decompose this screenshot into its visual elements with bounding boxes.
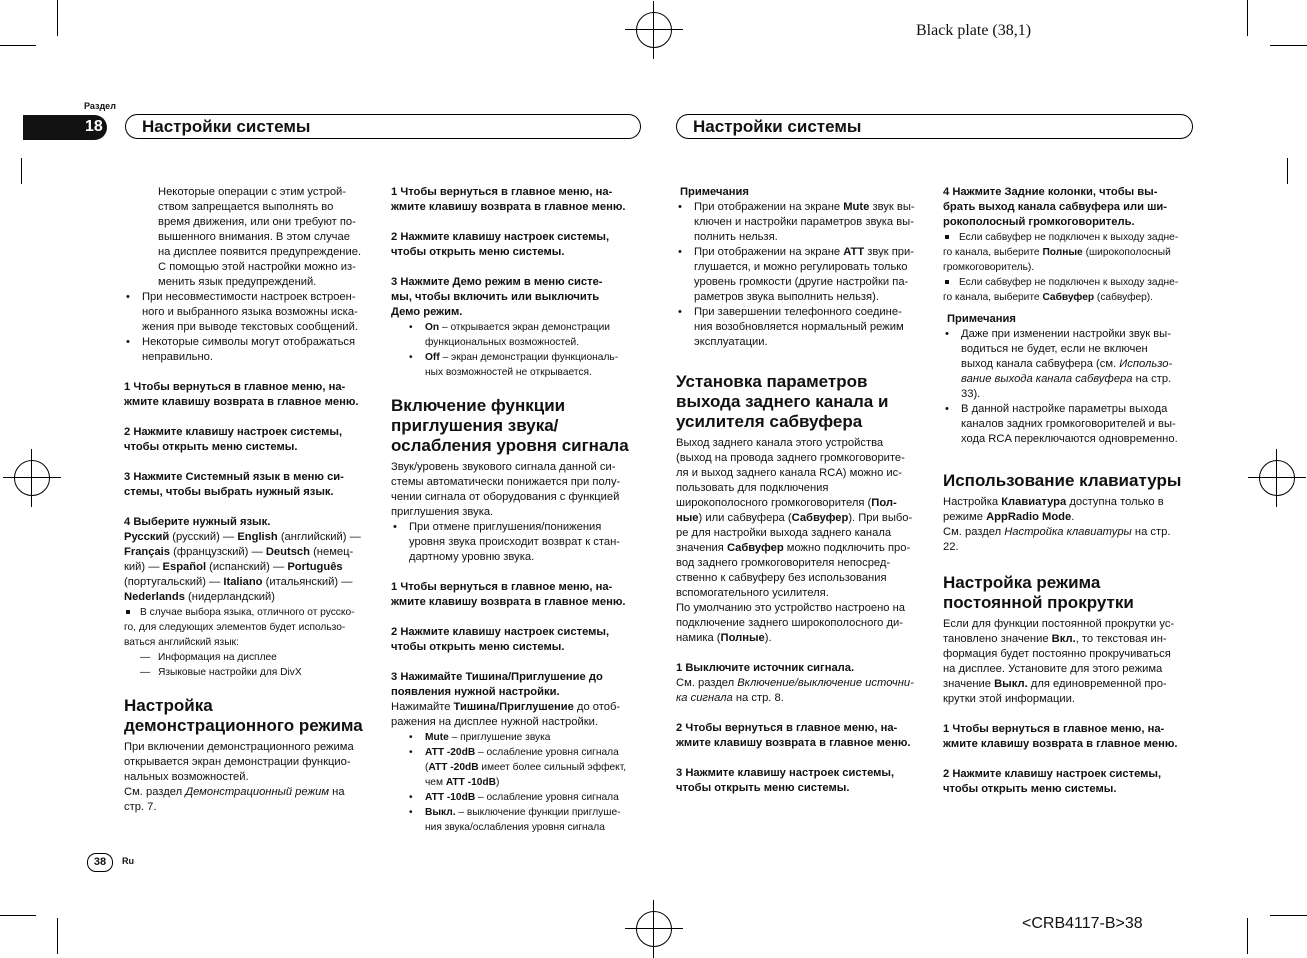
dash-item: — Информация на дисплее [124, 650, 380, 665]
bullet-item: • Некоторые символы могут отображаться неправильно. [124, 335, 380, 365]
notes-heading: Примечания [680, 186, 749, 198]
crop-mark [1247, 0, 1248, 36]
step-1: 1 Чтобы вернуться в главное меню, на- жмите клавишу возврата в главное меню. [943, 723, 1178, 750]
crop-mark [0, 915, 36, 916]
registration-mark [636, 911, 672, 947]
bullet-item: • В данной настройке параметры выхода каналов задних громкоговорителей и вы- хода RCA переключаются одновременно. [943, 402, 1197, 447]
option-off: • Off – экран демонстрации функциональ- ных возможностей не открывается. [391, 350, 641, 380]
step-3: 3 Нажмите Демо режим в меню систе- мы, чтобы включить или выключить Демо режим. [391, 276, 603, 318]
step-2: 2 Нажмите клавишу настроек системы, чтобы открыть меню системы. [391, 626, 610, 653]
crop-mark [0, 45, 36, 46]
option-att10: • ATT -10dB – ослабление уровня сигнала [391, 790, 641, 805]
language-list: Русский (русский) — English (английский) — Français (французский) — Deutsch (немец- кий) — Español (испанский) — Português (португальский) — Italiano (итальянский) — Nederlands (нидерландский) [124, 531, 361, 603]
step-1: 1 Чтобы вернуться в главное меню, на- жмите клавишу возврата в главное меню. [124, 381, 359, 408]
step-2: 2 Чтобы вернуться в главное меню, на- жмите клавишу возврата в главное меню. [676, 722, 911, 749]
language-code: Ru [122, 856, 134, 866]
column-1 [124, 185, 380, 815]
mute-instruction: Нажимайте Тишина/Приглушение до отоб- [391, 701, 621, 713]
column-3: Примечания • При отображении на экране Mute звук вы- ключен и настройки параметров звука вы- полнить нельзя. • При отображении на экране ATT звук при- глушается, и можно регулировать только уровень громкости (другие настройки па- раметров звука выполнить нельзя). • При завершении телефонного соедине- ния возобновляется нормальный режим эксплуатации. Установка параметров выхода заднего канала и усилителя сабвуфера Выход заднего канала этого устройства (выход на провода заднего громкоговорите- ля и выход заднего канала RCA) можно ис- пользовать для подключения широкополосного громкоговорителя (Пол- ные) или сабвуфера (Сабвуфер). При выбо- ре для настройки выхода заднего канала значения Сабвуфер можно подключить про- вод заднего громкоговорителя непосред- ственно к сабвуферу без использования вспомогательного усилителя. По умолчанию это устройство настроено на подключение заднего широкополосного ди- намика (Полные). 1 Выключите источник сигнала. См. раздел Включение/выключение источни- ка сигнала на стр. 8. 2 Чтобы вернуться в главное меню, на- жмите клавишу возврата в главное меню. 3 Нажмите клавишу настроек системы, чтобы открыть меню системы. [676, 185, 930, 796]
registration-mark [14, 460, 50, 496]
section-title-left: Настройки системы [125, 114, 641, 139]
bullet-item: • Даже при изменении настройки звук вы- водиться не будет, если не включен выход канала сабвуфера (см. Использо- вание выхода канала сабвуфера на стр. 33). [943, 327, 1197, 402]
crop-mark [1270, 45, 1307, 46]
column-4 [943, 185, 1197, 797]
registration-mark [1259, 460, 1295, 496]
crop-mark [57, 918, 58, 954]
bullet-item: • При отображении на экране ATT звук при- глушается, и можно регулировать только уровень громкости (другие настройки па- раметров звука выполнить нельзя). [676, 245, 930, 305]
heading-mute: Включение функции приглушения звука/ ослабления уровня сигнала [391, 396, 629, 455]
keyboard-paragraph: Настройка Клавиатура доступна только в режиме AppRadio Mode. См. раздел Настройка клавиатуры на стр. 22. [943, 496, 1171, 553]
page-number: 38 [87, 853, 113, 872]
heading-scroll: Настройка режима постоянной прокрутки [943, 573, 1134, 612]
step-2: 2 Нажмите клавишу настроек системы, чтобы открыть меню системы. [943, 768, 1162, 795]
heading-demo-mode: Настройка демонстрационного режима [124, 696, 363, 735]
bullet-item: • При отмене приглушения/понижения уровня звука происходит возврат к стан- дартному уровню звука. [391, 520, 641, 565]
square-note: В случае выбора языка, отличного от русско- го, для следующих элементов будет использо- ваться английский язык: [124, 605, 380, 650]
column-2: 1 Чтобы вернуться в главное меню, на- жмите клавишу возврата в главное меню. 2 Нажмите клавишу настроек системы, чтобы открыть меню системы. 3 Нажмите Демо режим в меню систе- мы, чтобы включить или выключить Демо режим. • On – открывается экран демонстрации функциональных возможностей. • Off – экран демонстрации функциональ- ных возможностей не открывается. Включение функции приглушения звука/ ослабления уровня сигнала Звук/уровень звукового сигнала данной си- стемы автоматически понижается при полу- чении сигнала от оборудования с функцией приглушения звука. • При отмене приглушения/понижения уровня звука происходит возврат к стан- дартному уровню звука. 1 Чтобы вернуться в главное меню, на- жмите клавишу возврата в главное меню. 2 Нажмите клавишу настроек системы, чтобы открыть меню системы. 3 Нажимайте Тишина/Приглушение до появления нужной настройки. Нажимайте Тишина/Приглушение до отоб- ражения на дисплее нужной настройки. • Mute – приглушение звука • ATT -20dB – ослабление уровня сигнала (ATT -20dB имеет более сильный эффект, чем ATT -10dB) • ATT -10dB – ослабление уровня сигнала • Выкл. – выключение функции приглуше- ния звука/ослабления уровня сигнала [391, 185, 641, 835]
demo-paragraph: При включении демонстрационного режима открывается экран демонстрации функцио- нальных возможностей. См. раздел Демонстрационный режим на стр. 7. [124, 741, 354, 813]
option-mute: • Mute – приглушение звука [391, 730, 641, 745]
side-mark [1287, 158, 1288, 184]
bullet-item: • При отображении на экране Mute звук вы- ключен и настройки параметров звука вы- полнить нельзя. [676, 200, 930, 245]
section-word: Раздел [84, 101, 116, 111]
heading-keyboard: Использование клавиатуры [943, 471, 1182, 490]
section-title-right: Настройки системы [676, 114, 1193, 139]
step-3: 3 Нажмите Системный язык в меню си- стемы, чтобы выбрать нужный язык. [124, 471, 344, 498]
option-off: • Выкл. – выключение функции приглуше- ния звука/ослабления уровня сигнала [391, 805, 641, 835]
step-4: 4 Выберите нужный язык. [124, 516, 271, 528]
step-1: 1 Выключите источник сигнала. [676, 662, 855, 674]
step-1: 1 Чтобы вернуться в главное меню, на- жмите клавишу возврата в главное меню. [391, 186, 626, 213]
document-code: <CRB4117-B>38 [1022, 915, 1143, 932]
step-3: 3 Нажимайте Тишина/Приглушение до появления нужной настройки. [391, 671, 603, 698]
crop-mark [1247, 918, 1248, 954]
step-4: 4 Нажмите Задние колонки, чтобы вы- брать выход канала сабвуфера или ши- рокополосный громкоговоритель. [943, 186, 1168, 228]
heading-rear-output: Установка параметров выхода заднего канала и усилителя сабвуфера [676, 372, 889, 431]
bullet-item: • При несовместимости настроек встроен- ного и выбранного языка возможны иска- жения при выводе текстовых сообщений. [124, 290, 380, 335]
dash-item: — Языковые настройки для DivX [124, 665, 380, 680]
scroll-paragraph: Если для функции постоянной прокрутки ус- тановлено значение Вкл., то текстовая ин- формация будет постоянно прокручиваться на дисплее. Установите для этого режима значение Выкл. для единовременной про- крутки этой информации. [943, 618, 1175, 705]
bullet-item: • При завершении телефонного соедине- ния возобновляется нормальный режим эксплуатации. [676, 305, 930, 350]
square-note: Если сабвуфер не подключен к выходу задне- го канала, выберите Сабвуфер (сабвуфер). [943, 275, 1197, 305]
crop-mark [57, 0, 58, 36]
step-3: 3 Нажмите клавишу настроек системы, чтобы открыть меню системы. [676, 767, 895, 794]
side-mark [21, 158, 22, 184]
step-1: 1 Чтобы вернуться в главное меню, на- жмите клавишу возврата в главное меню. [391, 581, 626, 608]
mute-paragraph: Звук/уровень звукового сигнала данной си- стемы автоматически понижается при полу- чении сигнала от оборудования с функцией приглушения звука. [391, 461, 621, 518]
square-note: Если сабвуфер не подключен к выходу задне- го канала, выберите Полные (широкополосный громкоговоритель). [943, 230, 1197, 275]
step-2: 2 Нажмите клавишу настроек системы, чтобы открыть меню системы. [391, 231, 610, 258]
notes-heading: Примечания [947, 313, 1016, 325]
option-att20: • ATT -20dB – ослабление уровня сигнала (ATT -20dB имеет более сильный эффект, чем ATT -10dB) [391, 745, 641, 790]
rear-output-paragraph: Выход заднего канала этого устройства (выход на провода заднего громкоговорите- ля и выход заднего канала RCA) можно ис- пользовать для подключения широкополосного громкоговорителя (Пол- ные) или сабвуфера (Сабвуфер). При выбо- ре для настройки выхода заднего канала значения Сабвуфер можно подключить про- вод заднего громкоговорителя непосред- ственно к сабвуферу без использования вспомогательного усилителя. По умолчанию это устройство настроено на подключение заднего широкополосного ди- намика (Полные). [676, 437, 913, 644]
warning-paragraph: Некоторые операции с этим устрой- ством запрещается выполнять во время движения, или они требуют по- вышенного внимания. В этом случае на дисплее появится предупреждение. С помощью этой настройки можно из- менить язык предупреждений. [158, 186, 362, 288]
step-2: 2 Нажмите клавишу настроек системы, чтобы открыть меню системы. [124, 426, 343, 453]
registration-mark [636, 12, 672, 48]
option-on: • On – открывается экран демонстрации функциональных возможностей. [391, 320, 641, 350]
section-number: 18 [23, 115, 107, 140]
black-plate-label: Black plate (38,1) [916, 22, 1032, 39]
crop-mark [1270, 915, 1307, 916]
